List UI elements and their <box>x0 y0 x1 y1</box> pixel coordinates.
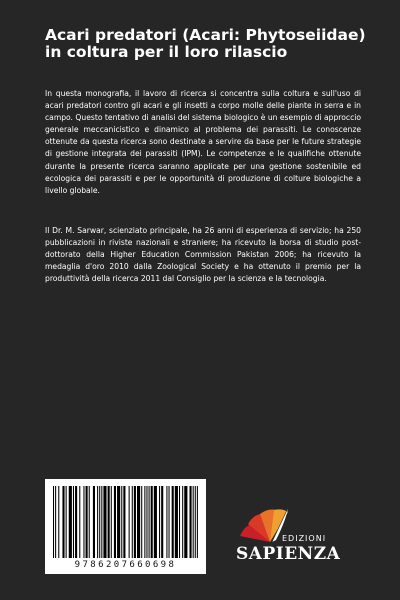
barcode-bar <box>101 486 102 558</box>
barcode-bar <box>169 486 170 558</box>
barcode-bar <box>146 486 147 558</box>
barcode-bar <box>182 486 183 558</box>
barcode-bar <box>129 486 130 558</box>
barcode-bar <box>123 486 125 558</box>
barcode-bars <box>51 486 200 558</box>
barcode-bar <box>83 486 84 558</box>
barcode-bar <box>193 486 194 558</box>
barcode-bar <box>149 486 150 558</box>
barcode-bar <box>73 486 74 558</box>
book-description: In questa monografia, il lavoro di ricerca si concentra sulla coltura e sull'uso di acari predatori contro gli acari e gli insetti a corpo molle delle piante in serra e in campo. Questo tentativo di analisi del sistema biologico è un esempio di approccio generale meccanicistico e dinamico al problema dei parassiti. Le conoscenze ottenute da questa ricerca sono destinate a servire da base per le future strategie di gestione integrata dei parassiti (IPM). Le competenze e le qualifiche ottenute durante la presente ricerca saranno applicate per una gestione sostenibile ed ecologica dei parassiti e per le opportunità di produzione di colture biologiche a livello globale. <box>45 89 361 195</box>
barcode-bar <box>132 486 133 558</box>
barcode-bar <box>93 486 95 558</box>
barcode-bar <box>103 486 106 558</box>
barcode-bar <box>197 486 198 558</box>
barcode-bar <box>66 486 67 558</box>
barcode-bar <box>114 486 116 558</box>
barcode-bar <box>79 486 80 558</box>
barcode-bar <box>117 486 120 558</box>
barcode-bar <box>172 486 174 558</box>
barcode-bar <box>99 486 100 558</box>
publisher-line2: SAPIENZA <box>236 544 341 564</box>
barcode-bar <box>184 486 187 558</box>
barcode-bar <box>121 486 122 558</box>
barcode-bar <box>154 486 157 558</box>
isbn-number: 9786207660698 <box>74 560 177 570</box>
publisher-line1: EDIZIONI <box>282 534 327 543</box>
barcode-bar <box>62 486 64 558</box>
barcode-bar <box>159 486 160 558</box>
barcode-bar <box>75 486 77 558</box>
publisher-logo <box>236 506 341 578</box>
barcode-bar <box>69 486 72 558</box>
barcode-bar <box>97 486 98 558</box>
barcode-bar <box>137 486 140 558</box>
barcode-bar <box>86 486 88 558</box>
barcode-bar <box>195 486 196 558</box>
barcode-bar <box>89 486 90 558</box>
barcode-bar <box>166 486 167 558</box>
barcode-bar <box>179 486 180 558</box>
book-title: Acari predatori (Acari: Phytoseiidae) in coltura per il loro rilascio <box>45 26 366 61</box>
barcode-bar <box>108 486 110 558</box>
barcode-bar <box>190 486 192 558</box>
barcode-bar <box>53 486 54 558</box>
barcode-bar <box>55 486 56 558</box>
isbn-barcode <box>45 479 206 574</box>
barcode-bar <box>151 486 153 558</box>
barcode-bar <box>141 486 142 558</box>
barcode-bar <box>58 486 59 558</box>
barcode-bar <box>134 486 136 558</box>
barcode-bar <box>111 486 112 558</box>
barcode-bar <box>175 486 178 558</box>
barcode-bar <box>144 486 145 558</box>
barcode-bar <box>161 486 163 558</box>
author-bio: Il Dr. M. Sarwar, scienziato principale, ha 26 anni di esperienza di servizio; ha 250 pubblicazioni in riviste nazionali e straniere; ha ricevuto la borsa di studio post-dottorato della Higher Education Commission Pakistan 2006; ha ricevuto la medaglia d'oro 2010 dalla Zoological Society e ha ottenuto il premio per la produttività della ricerca 2011 dal Consiglio per la scienza e la tecnologia. <box>45 226 361 284</box>
